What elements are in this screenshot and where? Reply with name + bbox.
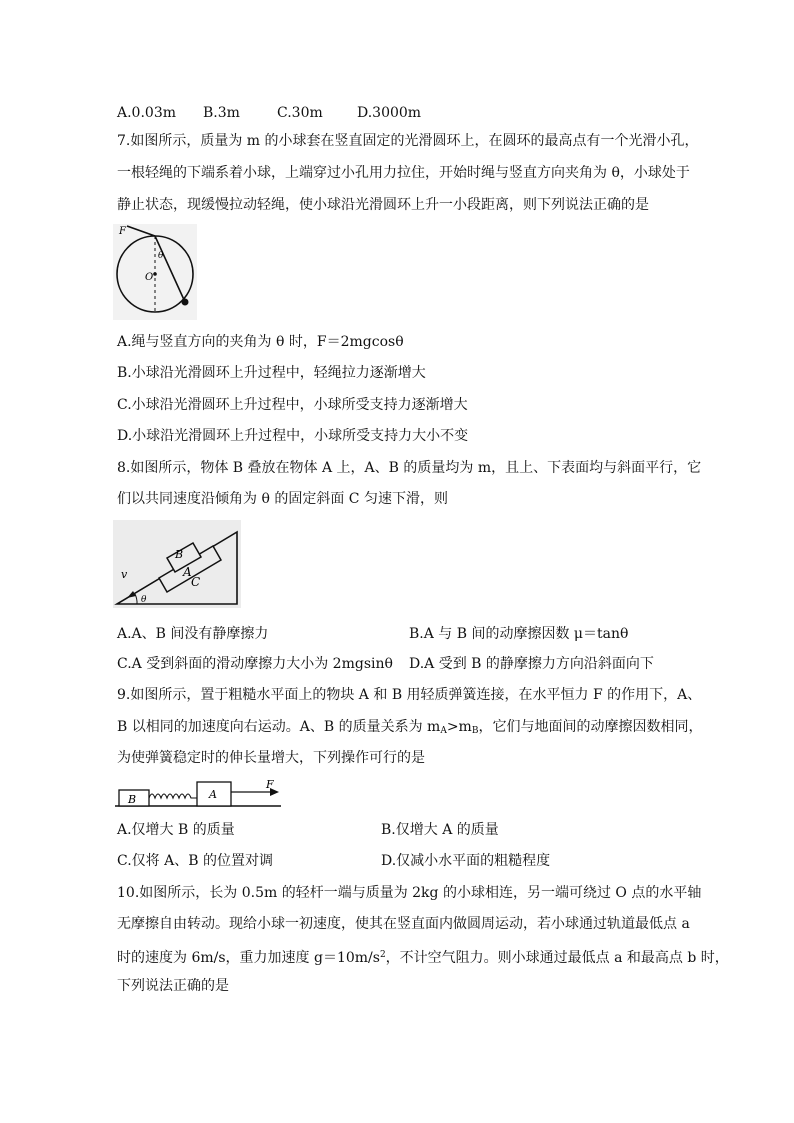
force-label: F — [119, 226, 126, 237]
q6-option-b: B.3m — [203, 105, 240, 121]
q10-stem-line-2: 无摩擦自由转动。现给小球一初速度，使其在竖直面内做圆周运动，若小球通过轨道最低点 a — [117, 916, 690, 932]
q8-stem-line-2: 们以共同速度沿倾角为 θ 的固定斜面 C 匀速下滑，则 — [117, 491, 448, 507]
incline-angle-label: θ — [141, 595, 147, 605]
q8-option-b: B.A 与 B 间的动摩擦因数 μ＝tanθ — [409, 626, 629, 642]
q7-stem-line-2: 一根轻绳的下端系着小球，上端穿过小孔用力拉住，开始时绳与竖直方向夹角为 θ，小球处于 — [117, 165, 690, 181]
block-a-label: A — [183, 565, 192, 579]
q9-stem-line-1: 9.如图所示，置于粗糙水平面上的物块 A 和 B 用轻质弹簧连接，在水平恒力 F 的作用下，A、 — [117, 687, 702, 703]
q8-stem-line-1: 8.如图所示，物体 B 叠放在物体 A 上，A、B 的质量均为 m，且上、下表面均与斜面平行，它 — [117, 460, 702, 476]
q6-option-a: A.0.03m — [117, 105, 177, 121]
q10-stem-line-3: 时的速度为 6m/s，重力加速度 $g=10m/s^2$，不计空气阻力。则小球通过最低点 a 和最高点 b 时， — [117, 950, 729, 966]
q7-circle-figure — [113, 224, 197, 320]
q9-option-a: A.仅增大 B 的质量 — [117, 822, 235, 838]
block-a-label: A — [209, 788, 217, 801]
block-b-label: B — [128, 793, 137, 806]
q8-option-a: A.A、B 间没有静摩擦力 — [117, 626, 269, 642]
q9-stem-line-2: B 以相同的加速度向右运动。A、B 的质量关系为 $m_A>m_B$，它们与地面间的动摩擦因数相同， — [117, 719, 703, 736]
spring — [149, 794, 197, 798]
q7-option-d: D.小球沿光滑圆环上升过程中，小球所受支持力大小不变 — [117, 428, 469, 444]
q9-option-d: D.仅减小水平面的粗糙程度 — [381, 853, 551, 869]
center-point — [153, 272, 157, 276]
angle-label: θ — [158, 251, 164, 261]
block-b-label: B — [175, 548, 184, 561]
q7-option-c: C.小球沿光滑圆环上升过程中，小球所受支持力逐渐增大 — [117, 397, 468, 413]
q8-option-c: C.A 受到斜面的滑动摩擦力大小为 2mgsinθ — [117, 656, 393, 672]
q10-stem-line-1: 10.如图所示，长为 0.5m 的轻杆一端与质量为 2kg 的小球相连，另一端可绕过 O 点的水平轴 — [117, 885, 702, 901]
q6-option-d: D.3000m — [357, 105, 422, 121]
q9-spring-figure — [113, 778, 283, 810]
q9-stem-line-3: 为使弹簧稳定时的伸长量增大，下列操作可行的是 — [117, 750, 425, 766]
q7-option-b: B.小球沿光滑圆环上升过程中，轻绳拉力逐渐增大 — [117, 365, 426, 381]
velocity-label: v — [121, 568, 128, 581]
force-label: F — [266, 778, 274, 791]
q10-stem-line-4: 下列说法正确的是 — [117, 978, 229, 994]
q9-option-b: B.仅增大 A 的质量 — [381, 822, 499, 838]
q8-incline-figure — [113, 520, 241, 608]
q9-option-c: C.仅将 A、B 的位置对调 — [117, 853, 273, 869]
ball — [182, 299, 189, 306]
q7-option-a: A.绳与竖直方向的夹角为 θ 时，F＝2mgcosθ — [117, 334, 404, 350]
center-label: O — [145, 272, 154, 283]
q7-stem-line-3: 静止状态，现缓慢拉动轻绳，使小球沿光滑圆环上升一小段距离，则下列说法正确的是 — [117, 197, 649, 213]
q7-stem-line-1: 7.如图所示，质量为 m 的小球套在竖直固定的光滑圆环上，在圆环的最高点有一个光滑小孔， — [117, 133, 699, 149]
incline-c-label: C — [191, 575, 201, 589]
q6-option-c: C.30m — [277, 105, 323, 121]
q8-option-d: D.A 受到 B 的静摩擦力方向沿斜面向下 — [409, 656, 654, 672]
